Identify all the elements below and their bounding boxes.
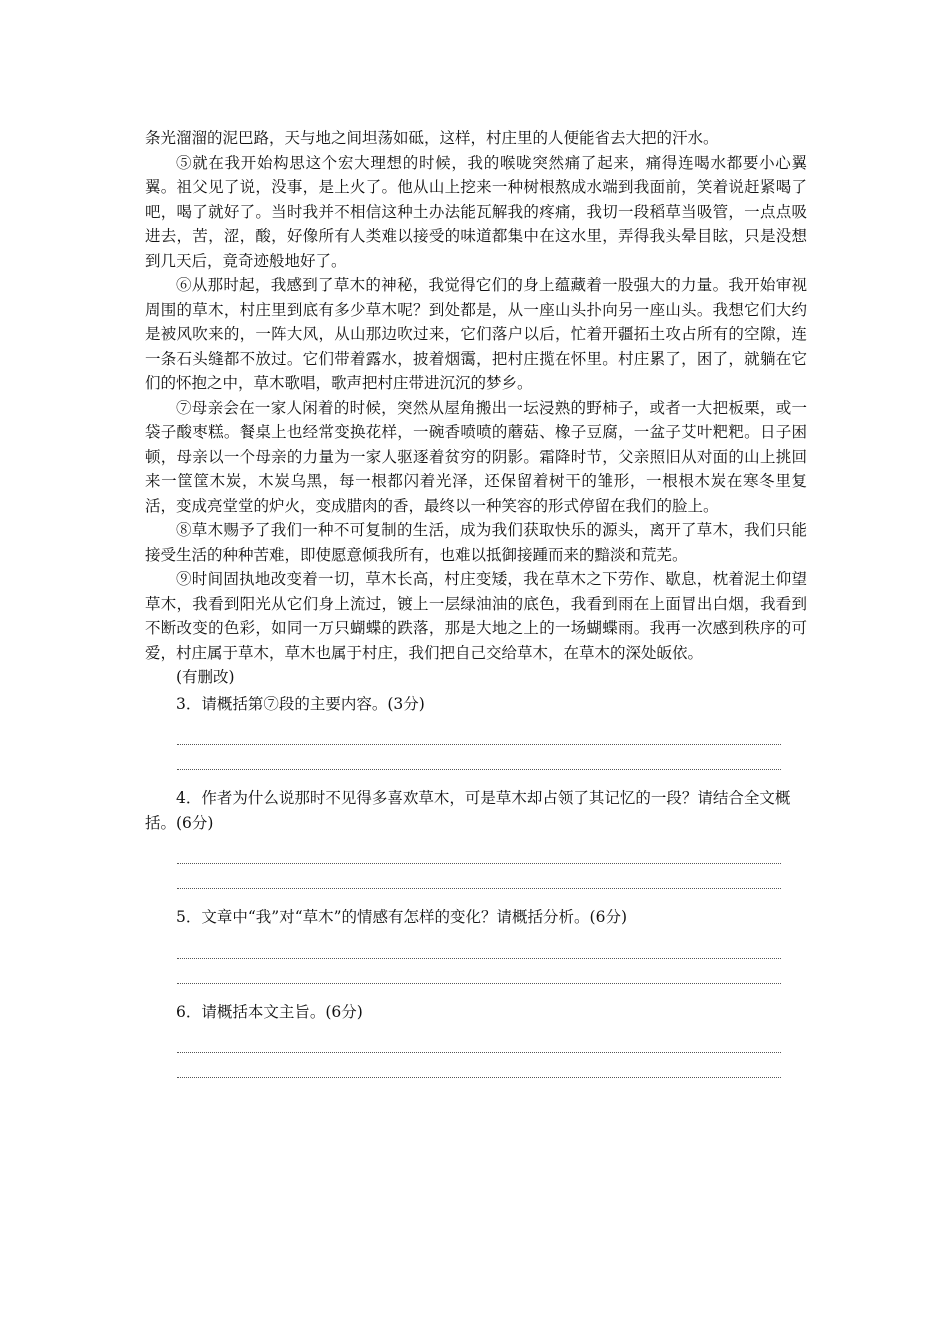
answer-line[interactable] [177, 888, 781, 889]
answer-line[interactable] [177, 1052, 781, 1053]
answer-area-4[interactable] [145, 863, 807, 889]
paragraph-9: ⑨时间固执地改变着一切，草木长高，村庄变矮，我在草木之下劳作、歇息，枕着泥土仰望草木，我看到阳光从它们身上流过，镀上一层绿油油的底色，我看到雨在上面冒出白烟，我看到不断改变的色彩，如同一万只蝴蝶的跌落，那是大地之上的一场蝴蝶雨。我再一次感到秩序的可爱，村庄属于草木，草木也属于村庄，我们把自己交给草木，在草木的深处皈依。 [145, 570, 807, 662]
question-4: 4．作者为什么说那时不见得多喜欢草木，可是草木却占领了其记忆的一段？请结合全文概括。(6分) [145, 789, 791, 832]
paragraph-7: ⑦母亲会在一家人闲着的时候，突然从屋角搬出一坛浸熟的野柿子，或者一大把板栗，或一袋子酸枣糕。餐桌上也经常变换花样，一碗香喷喷的蘑菇、橡子豆腐，一盆子艾叶粑粑。日子困顿，母亲以一个母亲的力量为一家人驱逐着贫穷的阴影。霜降时节，父亲照旧从对面的山上挑回来一筐筐木炭，木炭乌黑，每一根都闪着光泽，还保留着树干的雏形，一根根木炭在寒冬里复活，变成亮堂堂的炉火，变成腊肉的香，最终以一种笑容的形式停留在我们的脸上。 [145, 398, 807, 515]
answer-line[interactable] [177, 958, 781, 959]
answer-area-6[interactable] [145, 1052, 807, 1078]
question-5: 5．文章中“我”对“草木”的情感有怎样的变化？请概括分析。(6分) [176, 908, 628, 926]
answer-line[interactable] [177, 863, 781, 864]
paragraph-8: ⑧草木赐予了我们一种不可复制的生活，成为我们获取快乐的源头，离开了草木，我们只能接受生活的种种苦难，即使愿意倾我所有，也难以抵御接踵而来的黯淡和荒芜。 [145, 521, 807, 564]
paragraph-continuation: 条光溜溜的泥巴路，天与地之间坦荡如砥，这样，村庄里的人便能省去大把的汗水。 [145, 129, 719, 147]
answer-line[interactable] [177, 1077, 781, 1078]
answer-line[interactable] [177, 983, 781, 984]
answer-area-5[interactable] [145, 958, 807, 984]
document-page [145, 126, 807, 1102]
paragraph-5: ⑤就在我开始构思这个宏大理想的时候，我的喉咙突然痛了起来，痛得连喝水都要小心翼翼。祖父见了说，没事，是上火了。他从山上挖来一种树根熬成水端到我面前，笑着说赶紧喝了吧，喝了就好了。当时我并不相信这种土办法能瓦解我的疼痛，我切一段稻草当吸管，一点点吸进去，苦，涩，酸，好像所有人类难以接受的味道都集中在这水里，弄得我头晕目眩，只是没想到几天后，竟奇迹般地好了。 [145, 153, 807, 270]
question-3: 3．请概括第⑦段的主要内容。(3分) [176, 694, 425, 713]
paragraph-6: ⑥从那时起，我感到了草木的神秘，我觉得它们的身上蕴藏着一股强大的力量。我开始审视周围的草木，村庄里到底有多少草木呢？到处都是，从一座山头扑向另一座山头。我想它们大约是被风吹来的，一阵大风，从山那边吹过来，它们落户以后，忙着开疆拓土攻占所有的空隙，连一条石头缝都不放过。它们带着露水，披着烟霭，把村庄揽在怀里。村庄累了，困了，就躺在它们的怀抱之中，草木歌唱，歌声把村庄带进沉沉的梦乡。 [145, 276, 807, 392]
answer-area-3[interactable] [145, 744, 807, 770]
source-note: (有删改) [176, 668, 235, 686]
answer-line[interactable] [177, 744, 781, 745]
question-6: 6．请概括本文主旨。(6分) [176, 1002, 363, 1021]
answer-line[interactable] [177, 769, 781, 770]
